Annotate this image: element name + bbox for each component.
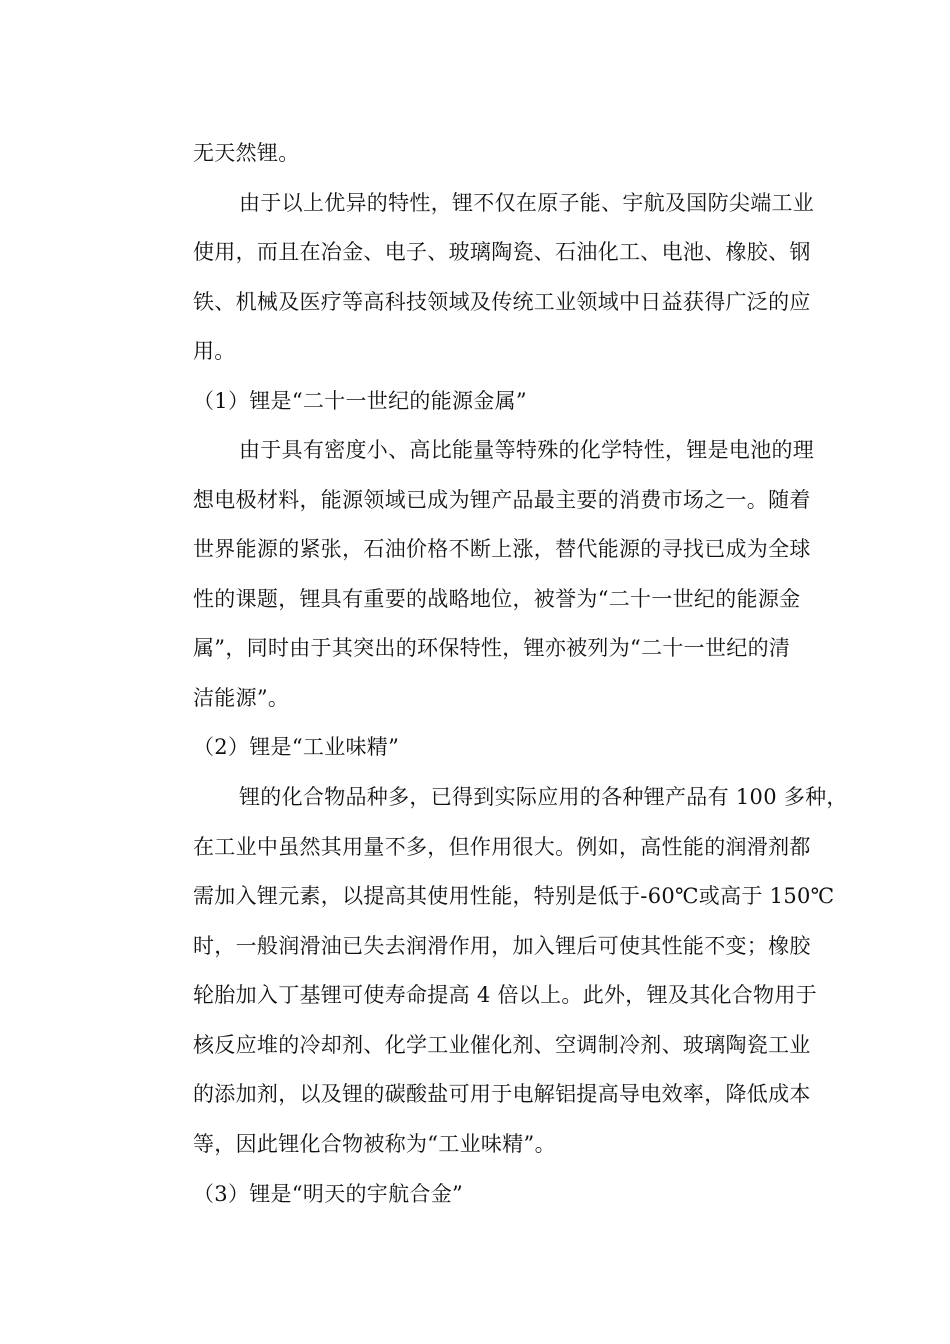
paragraph-line: 轮胎加入丁基锂可使寿命提高 4 倍以上。此外，锂及其化合物用于 <box>193 983 818 1007</box>
paragraph-line: 铁、机械及医疗等高科技领域及传统工业领域中日益获得广泛的应 <box>193 290 811 314</box>
paragraph-line: 世界能源的紧张，石油价格不断上涨，替代能源的寻找已成为全球 <box>193 537 811 561</box>
paragraph-line: 的添加剂，以及锂的碳酸盐可用于电解铝提高导电效率，降低成本 <box>193 1082 811 1106</box>
paragraph-line: 等，因此锂化合物被称为“工业味精”。 <box>193 1132 556 1156</box>
paragraph-line: 锂的化合物品种多，已得到实际应用的各种锂产品有 100 多种， <box>239 785 848 809</box>
paragraph-line: 由于以上优异的特性，锂不仅在原子能、宇航及国防尖端工业 <box>239 191 815 215</box>
paragraph-line: 核反应堆的冷却剂、化学工业催化剂、空调制冷剂、玻璃陶瓷工业 <box>193 1033 811 1057</box>
paragraph-line: 性的课题，锂具有重要的战略地位，被誉为“二十一世纪的能源金 <box>193 587 801 611</box>
section-heading-3: （3）锂是“明天的宇航合金” <box>193 1182 464 1206</box>
paragraph-line: 时，一般润滑油已失去润滑作用，加入锂后可使其性能不变；橡胶 <box>193 934 811 958</box>
paragraph-line: 想电极材料，能源领域已成为锂产品最主要的消费市场之一。随着 <box>193 488 811 512</box>
paragraph-line: 需加入锂元素，以提高其使用性能，特别是低于-60℃或高于 150℃ <box>193 884 835 908</box>
paragraph-line: 洁能源”。 <box>193 686 290 710</box>
section-heading-2: （2）锂是“工业味精” <box>193 735 400 759</box>
paragraph-line: 在工业中虽然其用量不多，但作用很大。例如，高性能的润滑剂都 <box>193 835 811 859</box>
paragraph-line: 用。 <box>193 339 236 363</box>
paragraph-line: 属”，同时由于其突出的环保特性，锂亦被列为“二十一世纪的清 <box>193 636 791 660</box>
paragraph-line: 无天然锂。 <box>193 141 300 165</box>
paragraph-line: 使用，而且在冶金、电子、玻璃陶瓷、石油化工、电池、橡胶、钢 <box>193 240 811 264</box>
section-heading-1: （1）锂是“二十一世纪的能源金属” <box>193 389 527 413</box>
paragraph-line: 由于具有密度小、高比能量等特殊的化学特性，锂是电池的理 <box>239 438 815 462</box>
